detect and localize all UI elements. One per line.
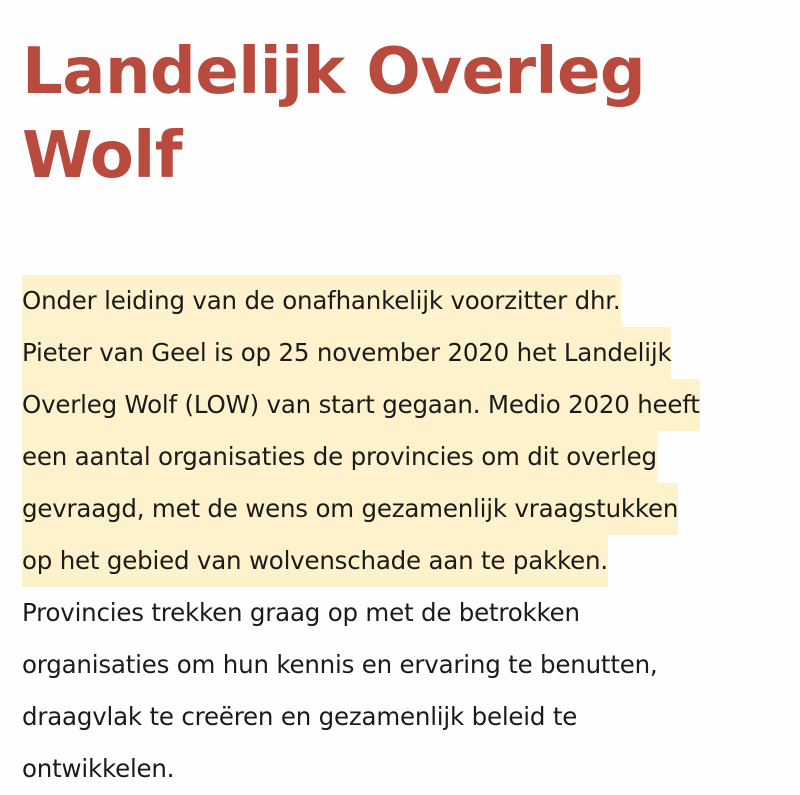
highlighted-line (22, 535, 797, 587)
title-line: Landelijk Overleg (22, 35, 646, 109)
highlighted-text: op het gebied van wolvenschade aan te pakken. (22, 535, 608, 587)
highlighted-line (22, 275, 797, 327)
highlighted-text: Onder leiding van de onafhankelijk voorzitter dhr. (22, 275, 621, 327)
plain-line: organisaties om hun kennis en ervaring te benutten, (22, 650, 658, 679)
title-line: Wolf (22, 119, 183, 193)
highlighted-line (22, 483, 797, 535)
highlighted-line (22, 327, 797, 379)
highlighted-text: gevraagd, met de wens om gezamenlijk vraagstukken (22, 483, 678, 535)
article-paragraph (22, 275, 797, 795)
plain-line: Provincies trekken graag op met de betrokken (22, 598, 580, 627)
highlighted-text: Pieter van Geel is op 25 november 2020 het Landelijk (22, 327, 671, 379)
article-title (22, 30, 792, 198)
highlighted-line (22, 431, 797, 483)
highlighted-text: Overleg Wolf (LOW) van start gegaan. Medio 2020 heeft (22, 379, 700, 431)
highlighted-text: een aantal organisaties de provincies om dit overleg (22, 431, 657, 483)
plain-line: draagvlak te creëren en gezamenlijk beleid te (22, 702, 578, 731)
highlighted-line (22, 379, 797, 431)
plain-line: ontwikkelen. (22, 754, 175, 783)
